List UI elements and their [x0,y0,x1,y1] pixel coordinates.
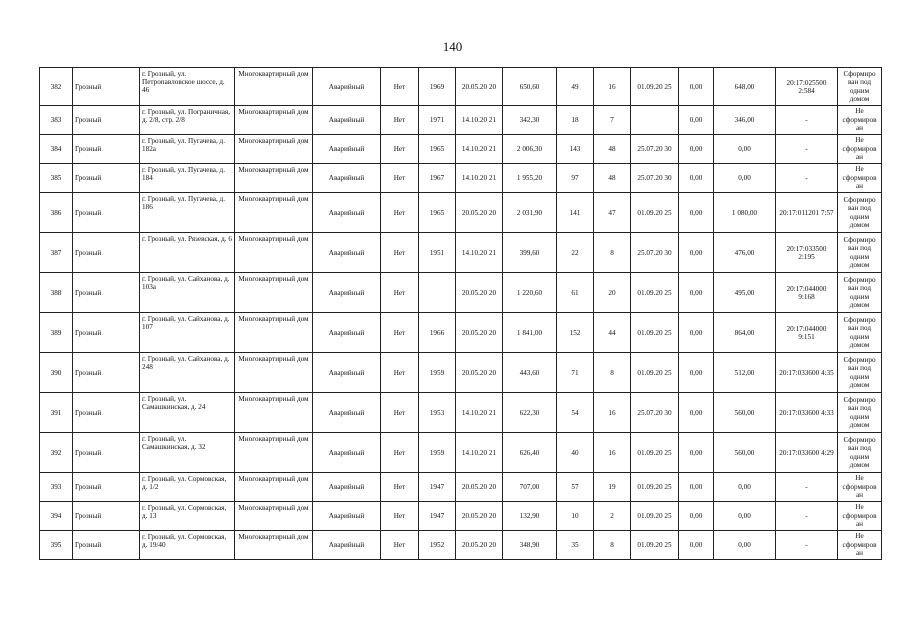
cell-f2: 1 080,00 [714,193,776,233]
cell-condition: Аварийный [313,353,381,393]
cell-f2: 560,00 [714,433,776,473]
cell-cadastral: - [776,473,838,502]
cell-city: Грозный [73,106,140,135]
cell-building-type: Многоквартирный дом [235,106,313,135]
cell-cadastral: - [776,106,838,135]
table-row [40,68,882,106]
cell-flag: Нет [381,473,419,502]
cell-building-type: Многоквартирный дом [235,502,313,531]
cell-status: Сформиро ван под одним домом [838,273,882,313]
cell-flag: Нет [381,135,419,164]
cell-cadastral: - [776,164,838,193]
table-row [40,393,882,433]
cell-residents: 54 [557,393,594,433]
cell-date: 14.10.20 21 [456,233,503,273]
table-row [40,353,882,393]
cell-residents: 49 [557,68,594,106]
cell-residents: 152 [557,313,594,353]
cell-apartments: 16 [594,433,631,473]
cell-f1: 0,00 [679,473,714,502]
cell-f1: 0,00 [679,233,714,273]
cell-residents: 61 [557,273,594,313]
cell-area: 443,60 [503,353,557,393]
cell-f2: 0,00 [714,135,776,164]
cell-f2: 346,00 [714,106,776,135]
cell-year: 1971 [419,106,456,135]
cell-flag: Нет [381,353,419,393]
cell-year: 1969 [419,68,456,106]
cell-f2: 0,00 [714,502,776,531]
cell-apartments: 20 [594,273,631,313]
cell-building-type: Многоквартирный дом [235,193,313,233]
cell-year: 1947 [419,473,456,502]
cell-plan-date: 25.07.20 30 [631,164,679,193]
cell-f2: 0,00 [714,473,776,502]
cell-plan-date: 25.07.20 30 [631,393,679,433]
cell-num: 395 [40,531,73,560]
cell-status: Сформиро ван под одним домом [838,353,882,393]
cell-num: 385 [40,164,73,193]
cell-date: 20.05.20 20 [456,353,503,393]
cell-apartments: 7 [594,106,631,135]
cell-date: 20.05.20 20 [456,531,503,560]
cell-building-type: Многоквартирный дом [235,68,313,106]
cell-status: Сформиро ван под одним домом [838,313,882,353]
cell-condition: Аварийный [313,106,381,135]
cell-apartments: 48 [594,135,631,164]
cell-flag: Нет [381,313,419,353]
cell-building-type: Многоквартирный дом [235,164,313,193]
cell-flag: Нет [381,531,419,560]
cell-plan-date: 01.09.20 25 [631,531,679,560]
cell-condition: Аварийный [313,193,381,233]
cell-apartments: 47 [594,193,631,233]
cell-residents: 18 [557,106,594,135]
cell-building-type: Многоквартирный дом [235,313,313,353]
cell-plan-date: 01.09.20 25 [631,193,679,233]
cell-area: 650,60 [503,68,557,106]
cell-building-type: Многоквартирный дом [235,273,313,313]
cell-date: 20.05.20 20 [456,473,503,502]
cell-condition: Аварийный [313,502,381,531]
table-row [40,313,882,353]
cell-status: Сформиро ван под одним домом [838,393,882,433]
cell-f2: 560,00 [714,393,776,433]
cell-apartments: 19 [594,473,631,502]
cell-residents: 97 [557,164,594,193]
cell-apartments: 2 [594,502,631,531]
cell-f1: 0,00 [679,531,714,560]
cell-flag: Нет [381,433,419,473]
cell-building-type: Многоквартирный дом [235,233,313,273]
cell-address: г. Грозный, ул. Самашкинская, д. 32 [140,433,235,473]
table-row [40,531,882,560]
cell-date: 14.10.20 21 [456,433,503,473]
cell-status: Сформиро ван под одним домом [838,233,882,273]
cell-area: 626,40 [503,433,557,473]
cell-f1: 0,00 [679,502,714,531]
cell-residents: 10 [557,502,594,531]
cell-f1: 0,00 [679,313,714,353]
cell-f1: 0,00 [679,273,714,313]
cell-status: Сформиро ван под одним домом [838,68,882,106]
cell-plan-date [631,106,679,135]
cell-address: г. Грозный, ул. Рязевская, д. 6 [140,233,235,273]
cell-status: Не сформиров ан [838,531,882,560]
cell-apartments: 16 [594,393,631,433]
cell-city: Грозный [73,313,140,353]
cell-status: Не сформиров ан [838,502,882,531]
cell-cadastral: - [776,135,838,164]
cell-city: Грозный [73,502,140,531]
table-row [40,106,882,135]
cell-condition: Аварийный [313,531,381,560]
housing-registry-table [39,67,882,560]
cell-plan-date: 25.07.20 30 [631,233,679,273]
cell-area: 132,90 [503,502,557,531]
cell-status: Не сформиров ан [838,135,882,164]
cell-flag: Нет [381,164,419,193]
cell-date: 14.10.20 21 [456,164,503,193]
table-row [40,473,882,502]
cell-cadastral: 20:17:033600 4:35 [776,353,838,393]
cell-num: 387 [40,233,73,273]
cell-apartments: 44 [594,313,631,353]
cell-date: 14.10.20 21 [456,135,503,164]
cell-condition: Аварийный [313,164,381,193]
cell-date: 20.05.20 20 [456,502,503,531]
cell-apartments: 8 [594,353,631,393]
cell-city: Грозный [73,68,140,106]
cell-plan-date: 01.09.20 25 [631,68,679,106]
cell-num: 393 [40,473,73,502]
cell-address: г. Грозный, ул. Самашкинская, д. 24 [140,393,235,433]
cell-date: 14.10.20 21 [456,393,503,433]
cell-num: 386 [40,193,73,233]
cell-plan-date: 01.09.20 25 [631,473,679,502]
cell-condition: Аварийный [313,433,381,473]
cell-area: 1 841,00 [503,313,557,353]
table-row [40,433,882,473]
table-row [40,135,882,164]
cell-address: г. Грозный, ул. Сормовская, д. 13 [140,502,235,531]
table-row [40,193,882,233]
cell-f2: 0,00 [714,531,776,560]
cell-condition: Аварийный [313,393,381,433]
cell-residents: 143 [557,135,594,164]
cell-city: Грозный [73,233,140,273]
cell-city: Грозный [73,393,140,433]
cell-year: 1952 [419,531,456,560]
cell-f2: 495,00 [714,273,776,313]
table-row [40,273,882,313]
cell-date: 20.05.20 20 [456,273,503,313]
cell-date: 20.05.20 20 [456,193,503,233]
cell-building-type: Многоквартирный дом [235,353,313,393]
cell-condition: Аварийный [313,233,381,273]
cell-f1: 0,00 [679,68,714,106]
cell-city: Грозный [73,433,140,473]
cell-status: Не сформиров ан [838,164,882,193]
cell-cadastral: - [776,531,838,560]
cell-flag: Нет [381,233,419,273]
cell-status: Не сформиров ан [838,106,882,135]
cell-city: Грозный [73,273,140,313]
cell-f2: 512,00 [714,353,776,393]
cell-date: 14.10.20 21 [456,106,503,135]
cell-status: Не сформиров ан [838,473,882,502]
cell-address: г. Грозный, ул. Сормовская, д. 1/2 [140,473,235,502]
cell-year [419,273,456,313]
cell-num: 384 [40,135,73,164]
cell-f2: 648,00 [714,68,776,106]
cell-residents: 71 [557,353,594,393]
cell-f2: 0,00 [714,164,776,193]
cell-flag: Нет [381,193,419,233]
cell-address: г. Грозный, ул. Петропавловское шоссе, д. 46 [140,68,235,106]
cell-flag: Нет [381,502,419,531]
cell-cadastral: 20:17:033500 2:195 [776,233,838,273]
cell-cadastral: 20:17:033600 4:33 [776,393,838,433]
cell-f1: 0,00 [679,135,714,164]
cell-city: Грозный [73,473,140,502]
cell-cadastral: 20:17:044000 9:151 [776,313,838,353]
cell-city: Грозный [73,353,140,393]
cell-condition: Аварийный [313,68,381,106]
cell-flag: Нет [381,273,419,313]
cell-date: 20.05.20 20 [456,68,503,106]
cell-year: 1965 [419,193,456,233]
cell-area: 1 955,20 [503,164,557,193]
cell-building-type: Многоквартирный дом [235,531,313,560]
cell-f1: 0,00 [679,393,714,433]
cell-status: Сформиро ван под одним домом [838,433,882,473]
cell-num: 392 [40,433,73,473]
cell-f1: 0,00 [679,353,714,393]
cell-area: 2 031,90 [503,193,557,233]
cell-area: 342,30 [503,106,557,135]
cell-plan-date: 01.09.20 25 [631,502,679,531]
cell-apartments: 8 [594,531,631,560]
cell-plan-date: 25.07.20 30 [631,135,679,164]
cell-year: 1965 [419,135,456,164]
cell-building-type: Многоквартирный дом [235,433,313,473]
table-row [40,502,882,531]
table-row [40,233,882,273]
cell-cadastral: 20:17:033600 4:29 [776,433,838,473]
cell-area: 399,60 [503,233,557,273]
cell-city: Грозный [73,531,140,560]
cell-address: г. Грозный, ул. Пугачева, д. 184 [140,164,235,193]
cell-address: г. Грозный, ул. Пугачева, д. 182а [140,135,235,164]
page-number: 140 [442,39,463,54]
cell-address: г. Грозный, ул. Сайханова, д. 248 [140,353,235,393]
cell-plan-date: 01.09.20 25 [631,353,679,393]
cell-year: 1967 [419,164,456,193]
cell-cadastral: 20:17:011201 7:57 [776,193,838,233]
cell-area: 348,90 [503,531,557,560]
cell-plan-date: 01.09.20 25 [631,433,679,473]
cell-cadastral: 20:17:025500 2:584 [776,68,838,106]
cell-condition: Аварийный [313,313,381,353]
cell-residents: 40 [557,433,594,473]
cell-area: 2 006,30 [503,135,557,164]
cell-residents: 35 [557,531,594,560]
cell-status: Сформиро ван под одним домом [838,193,882,233]
cell-area: 707,00 [503,473,557,502]
cell-address: г. Грозный, ул. Сормовская, д. 19/40 [140,531,235,560]
cell-address: г. Грозный, ул. Сайханова, д. 103а [140,273,235,313]
cell-address: г. Грозный, ул. Пограничная, д. 2/8, стр. 2/8 [140,106,235,135]
cell-condition: Аварийный [313,473,381,502]
cell-residents: 22 [557,233,594,273]
cell-num: 382 [40,68,73,106]
cell-flag: Нет [381,393,419,433]
cell-city: Грозный [73,164,140,193]
cell-num: 394 [40,502,73,531]
cell-address: г. Грозный, ул. Пугачева, д. 186 [140,193,235,233]
cell-f1: 0,00 [679,106,714,135]
table-row [40,164,882,193]
cell-flag: Нет [381,68,419,106]
cell-num: 388 [40,273,73,313]
cell-year: 1959 [419,353,456,393]
cell-f2: 476,00 [714,233,776,273]
cell-f1: 0,00 [679,433,714,473]
cell-year: 1953 [419,393,456,433]
cell-building-type: Многоквартирный дом [235,473,313,502]
cell-apartments: 16 [594,68,631,106]
cell-area: 1 220,60 [503,273,557,313]
cell-apartments: 8 [594,233,631,273]
cell-condition: Аварийный [313,273,381,313]
cell-date: 20.05.20 20 [456,313,503,353]
cell-city: Грозный [73,193,140,233]
cell-cadastral: - [776,502,838,531]
cell-residents: 57 [557,473,594,502]
cell-f1: 0,00 [679,164,714,193]
cell-f1: 0,00 [679,193,714,233]
cell-f2: 864,00 [714,313,776,353]
cell-condition: Аварийный [313,135,381,164]
cell-year: 1959 [419,433,456,473]
cell-area: 622,30 [503,393,557,433]
cell-flag: Нет [381,106,419,135]
cell-plan-date: 01.09.20 25 [631,273,679,313]
cell-cadastral: 20:17:044000 9:168 [776,273,838,313]
cell-building-type: Многоквартирный дом [235,135,313,164]
cell-residents: 141 [557,193,594,233]
cell-year: 1947 [419,502,456,531]
cell-num: 383 [40,106,73,135]
cell-city: Грозный [73,135,140,164]
cell-year: 1966 [419,313,456,353]
cell-num: 390 [40,353,73,393]
cell-apartments: 48 [594,164,631,193]
cell-building-type: Многоквартирный дом [235,393,313,433]
cell-plan-date: 01.09.20 25 [631,313,679,353]
cell-num: 391 [40,393,73,433]
cell-year: 1951 [419,233,456,273]
cell-num: 389 [40,313,73,353]
cell-address: г. Грозный, ул. Сайханова, д. 107 [140,313,235,353]
